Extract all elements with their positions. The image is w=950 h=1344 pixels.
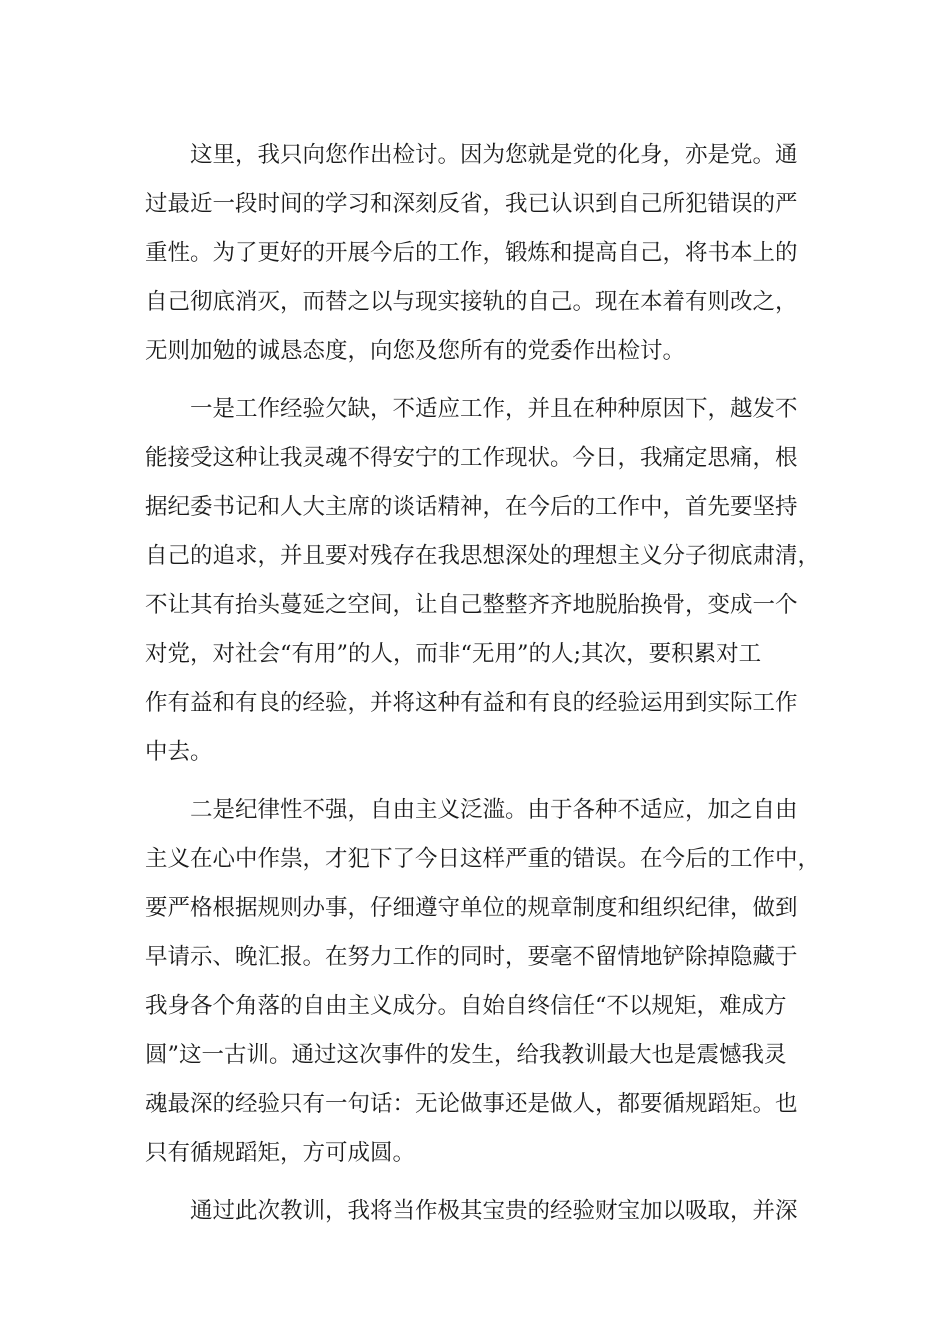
- text-line: 只有循规蹈矩，方可成圆。: [145, 1140, 416, 1166]
- text-line: 早请示、晚汇报。在努力工作的同时，要毫不留情地铲除掉隐藏于: [145, 944, 798, 970]
- text-line: 一是工作经验欠缺，不适应工作，并且在种种原因下，越发不: [190, 396, 798, 422]
- text-line: 自己的追求，并且要对残存在我思想深处的理想主义分子彻底肃清，: [145, 543, 821, 569]
- paragraph: [145, 131, 805, 376]
- text-line: 不让其有抬头蔓延之空间，让自己整整齐齐地脱胎换骨，变成一个: [145, 592, 798, 618]
- paragraph: [145, 385, 821, 777]
- text-line: 能接受这种让我灵魂不得安宁的工作现状。今日，我痛定思痛，根: [145, 445, 798, 471]
- text-line: 对党，对社会“有用”的人，而非“无用”的人;其次，要积累对工: [145, 641, 762, 667]
- text-line: 二是纪律性不强，自由主义泛滥。由于各种不适应，加之自由: [190, 797, 798, 823]
- text-line: 魂最深的经验只有一句话：无论做事还是做人，都要循规蹈矩。也: [145, 1091, 798, 1117]
- text-line: 无则加勉的诚恳态度，向您及您所有的党委作出检讨。: [145, 338, 686, 364]
- text-line: 圆”这一古训。通过这次事件的发生，给我教训最大也是震憾我灵: [145, 1042, 787, 1068]
- text-line: 过最近一段时间的学习和深刻反省，我已认识到自己所犯错误的严: [145, 191, 798, 217]
- paragraph-gap: [145, 1178, 805, 1187]
- paragraph: [145, 1187, 805, 1236]
- text-line: 据纪委书记和人大主席的谈话精神，在今后的工作中，首先要坚持: [145, 494, 798, 520]
- paragraph-gap: [145, 376, 805, 385]
- text-line: 通过此次教训，我将当作极其宝贵的经验财宝加以吸取，并深: [190, 1198, 798, 1224]
- text-line: 中去。: [145, 739, 213, 765]
- paragraph: [145, 786, 821, 1178]
- text-line: 重性。为了更好的开展今后的工作，锻炼和提高自己，将书本上的: [145, 240, 798, 266]
- text-line: 主义在心中作祟，才犯下了今日这样严重的错误。在今后的工作中，: [145, 846, 821, 872]
- text-line: 我身各个角落的自由主义成分。自始自终信任“不以规矩，难成方: [145, 993, 787, 1019]
- text-line: 这里，我只向您作出检讨。因为您就是党的化身，亦是党。通: [190, 142, 798, 168]
- document-body: [145, 131, 821, 1236]
- paragraph-gap: [145, 777, 805, 786]
- text-line: 自己彻底消灭，而替之以与现实接轨的自己。现在本着有则改之，: [145, 289, 798, 315]
- text-line: 作有益和有良的经验，并将这种有益和有良的经验运用到实际工作: [145, 690, 798, 716]
- text-line: 要严格根据规则办事，仔细遵守单位的规章制度和组织纪律，做到: [145, 895, 798, 921]
